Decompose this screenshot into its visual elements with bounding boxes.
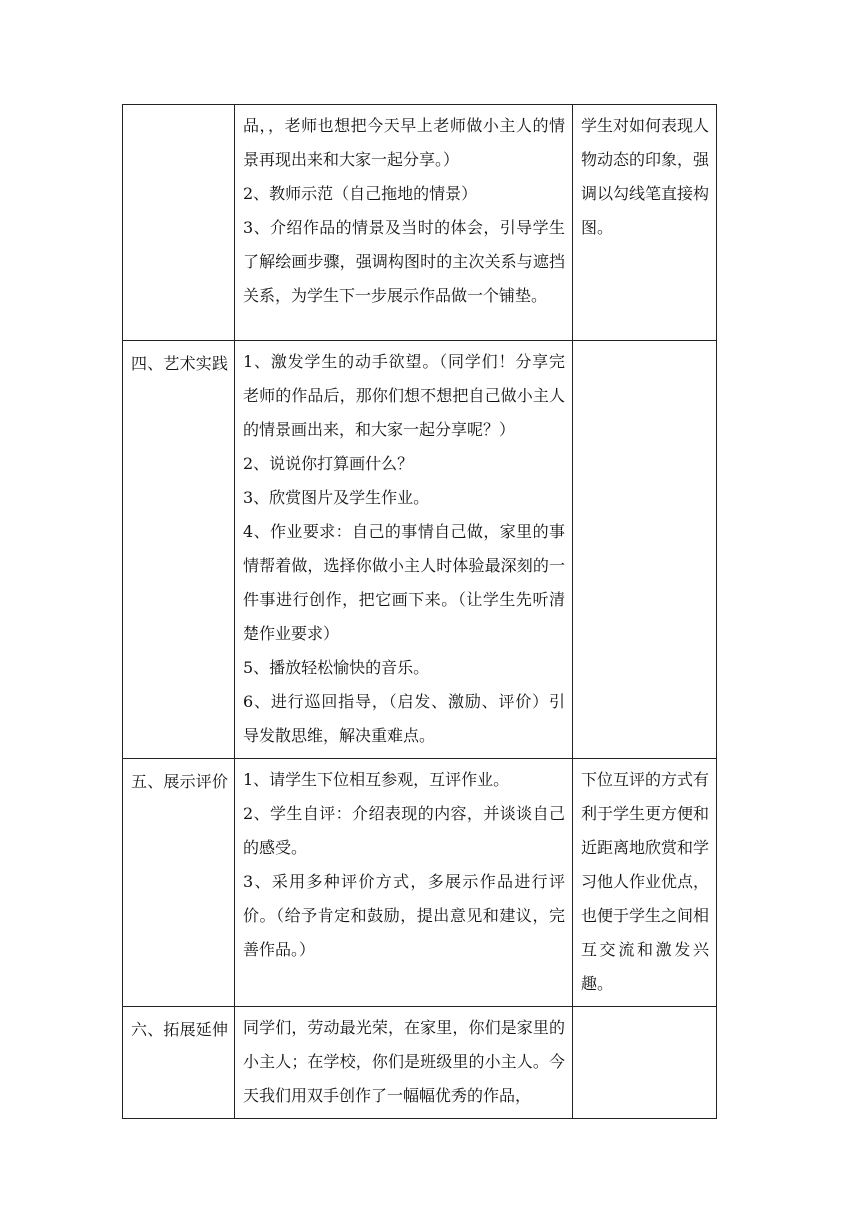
content-cell: [235, 759, 573, 1007]
design-note: 下位互评的方式有利于学生更方便和近距离地欣赏和学习他人作业优点，也便于学生之间相互交流和激发兴趣。: [581, 770, 710, 993]
design-note: 学生对如何表现人物动态的印象，强调以勾线笔直接构图。: [581, 116, 710, 237]
content-paragraph: 同学们，劳动最光荣，在家里，你们是家里的小主人；在学校，你们是班级里的小主人。今天我们用双手创作了一幅幅优秀的作品，: [243, 1018, 565, 1105]
note-cell: [573, 105, 717, 341]
content-paragraph: 3、欣赏图片及学生作业。: [243, 488, 430, 507]
table-row: [123, 341, 717, 759]
note-cell: [573, 341, 717, 759]
content-paragraph: 2、学生自评：介绍表现的内容，并谈谈自己的感受。: [243, 804, 565, 857]
content-paragraph: 4、作业要求：自己的事情自己做，家里的事情帮着做，选择你做小主人时体验最深刻的一件事进行创作，把它画下来。（让学生先听清楚作业要求）: [243, 522, 565, 643]
content-cell: [235, 1007, 573, 1119]
content-paragraph: 6、进行巡回指导，（启发、激励、评价）引导发散思维，解决重难点。: [243, 692, 565, 745]
content-paragraph: 1、激发学生的动手欲望。（同学们！分享完老师的作品后，那你们想不想把自己做小主人的情景画出来，和大家一起分享呢？）: [243, 352, 565, 439]
content-paragraph: 2、教师示范（自己拖地的情景）: [243, 184, 478, 203]
content-cell: [235, 341, 573, 759]
stage-cell: [123, 759, 235, 1007]
stage-label: 六、拓展延伸: [131, 1020, 229, 1039]
content-paragraph: 品，，老师也想把今天早上老师做小主人的情景再现出来和大家一起分享。）: [243, 116, 565, 169]
stage-label: 四、艺术实践: [131, 354, 229, 373]
table-row: [123, 105, 717, 341]
table-row: [123, 1007, 717, 1119]
stage-cell: [123, 105, 235, 341]
stage-cell: [123, 1007, 235, 1119]
content-cell: [235, 105, 573, 341]
note-cell: [573, 1007, 717, 1119]
content-paragraph: 5、播放轻松愉快的音乐。: [243, 658, 430, 677]
content-paragraph: 3、采用多种评价方式，多展示作品进行评价。（给予肯定和鼓励，提出意见和建议，完善作品。）: [243, 872, 565, 959]
lesson-plan-table: [122, 104, 717, 1119]
stage-cell: [123, 341, 235, 759]
content-paragraph: 2、说说你打算画什么？: [243, 454, 414, 473]
stage-label: [123, 105, 234, 111]
stage-label: 五、展示评价: [131, 772, 229, 791]
note-cell: [573, 759, 717, 1007]
table-row: [123, 759, 717, 1007]
content-paragraph: 3、介绍作品的情景及当时的体会，引导学生了解绘画步骤，强调构图时的主次关系与遮挡关系，为学生下一步展示作品做一个铺垫。: [243, 218, 565, 305]
content-paragraph: 1、请学生下位相互参观，互评作业。: [243, 770, 510, 789]
